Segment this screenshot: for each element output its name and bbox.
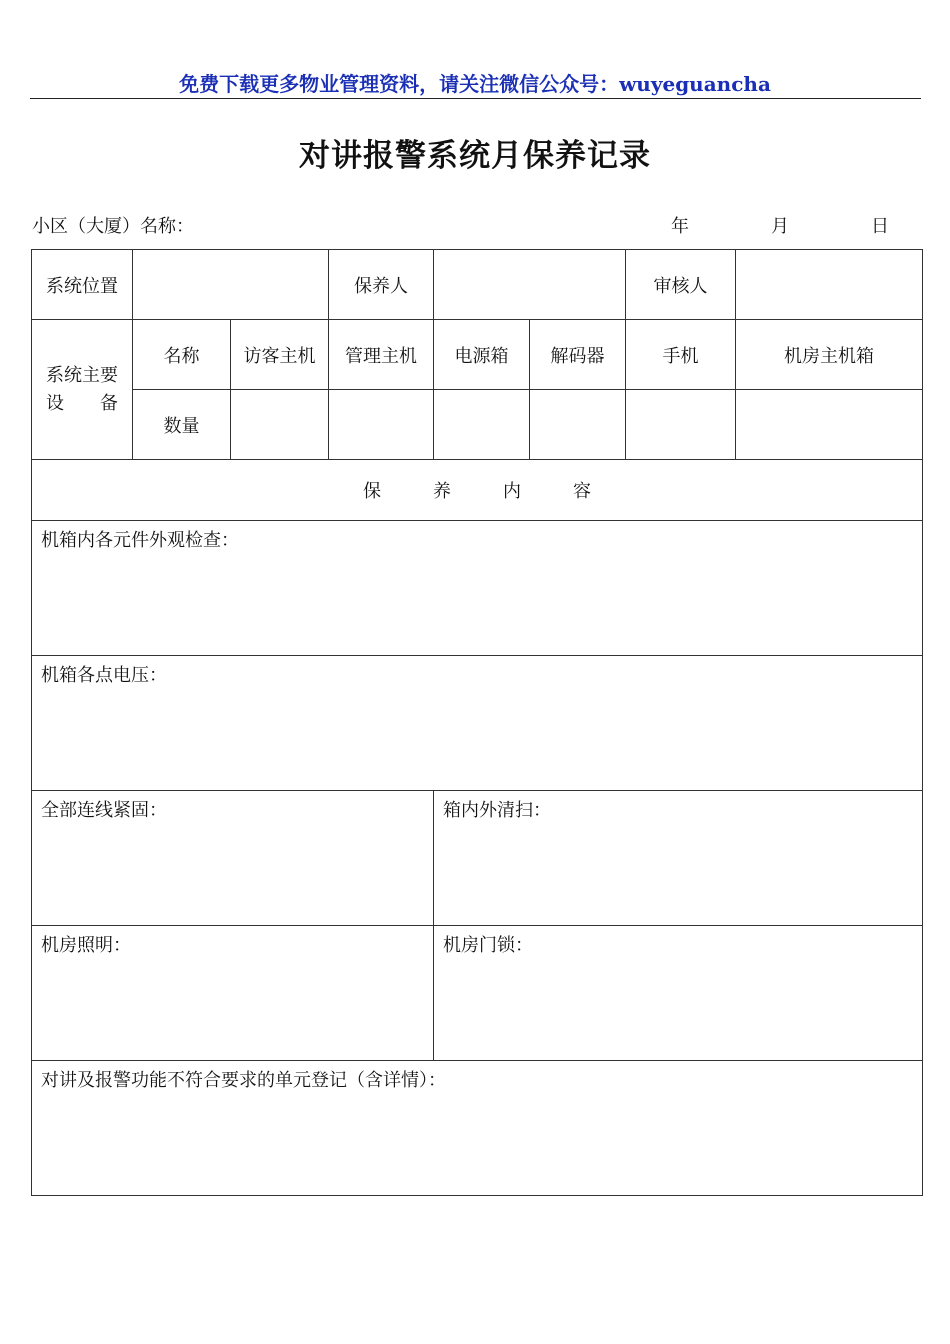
appearance-check-cell[interactable] (32, 521, 923, 656)
room-lock-cell[interactable] (434, 926, 923, 1061)
nonconforming-units-cell[interactable] (32, 1061, 923, 1196)
equipment-col-visitor-host: 访客主机 (231, 320, 329, 390)
qty-management-host[interactable] (329, 390, 434, 460)
maintenance-content-header (32, 460, 923, 521)
community-name-label: 小区（大厦）名称： (32, 216, 194, 237)
equipment-col-room-host-box: 机房主机箱 (736, 320, 923, 390)
equipment-section-label (32, 320, 133, 460)
content-header-char: 内 (503, 481, 521, 502)
equipment-col-handset: 手机 (626, 320, 736, 390)
maintainer-label: 保养人 (329, 250, 434, 320)
content-header-char: 容 (573, 481, 591, 502)
header-divider (30, 98, 921, 99)
maintenance-record-table (31, 249, 923, 1196)
equipment-label-line2: 设 备 (46, 392, 118, 414)
qty-power-box[interactable] (434, 390, 530, 460)
day-label: 日 (871, 216, 889, 237)
equipment-col-management-host: 管理主机 (329, 320, 434, 390)
content-header-char: 保 (363, 481, 381, 502)
equipment-name-label: 名称 (133, 320, 231, 390)
qty-decoder[interactable] (530, 390, 626, 460)
download-banner: 免费下载更多物业管理资料，请关注微信公众号：wuyeguancha (179, 72, 771, 96)
content-header-char: 养 (433, 481, 451, 502)
maintainer-field[interactable] (434, 250, 626, 320)
equipment-col-decoder: 解码器 (530, 320, 626, 390)
system-location-label: 系统位置 (32, 250, 133, 320)
wiring-tighten-cell[interactable] (32, 791, 434, 926)
equipment-qty-label: 数量 (133, 390, 231, 460)
qty-handset[interactable] (626, 390, 736, 460)
wiring-tighten-label: 全部连线紧固： (41, 800, 167, 821)
room-lighting-cell[interactable] (32, 926, 434, 1061)
reviewer-field[interactable] (736, 250, 923, 320)
appearance-check-label: 机箱内各元件外观检查： (41, 530, 239, 551)
cleaning-cell[interactable] (434, 791, 923, 926)
reviewer-label: 审核人 (626, 250, 736, 320)
page-title: 对讲报警系统月保养记录 (299, 138, 651, 174)
voltage-cell[interactable] (32, 656, 923, 791)
equipment-col-power-box: 电源箱 (434, 320, 530, 390)
room-lighting-label: 机房照明： (41, 935, 131, 956)
qty-room-host-box[interactable] (736, 390, 923, 460)
nonconforming-units-label: 对讲及报警功能不符合要求的单元登记（含详情）： (41, 1070, 446, 1091)
room-lock-label: 机房门锁： (443, 935, 533, 956)
month-label: 月 (771, 216, 789, 237)
equipment-label-line1: 系统主要 (46, 364, 118, 386)
cleaning-label: 箱内外清扫： (443, 800, 551, 821)
system-location-field[interactable] (133, 250, 329, 320)
qty-visitor-host[interactable] (231, 390, 329, 460)
voltage-label: 机箱各点电压： (41, 665, 167, 686)
year-label: 年 (671, 216, 689, 237)
